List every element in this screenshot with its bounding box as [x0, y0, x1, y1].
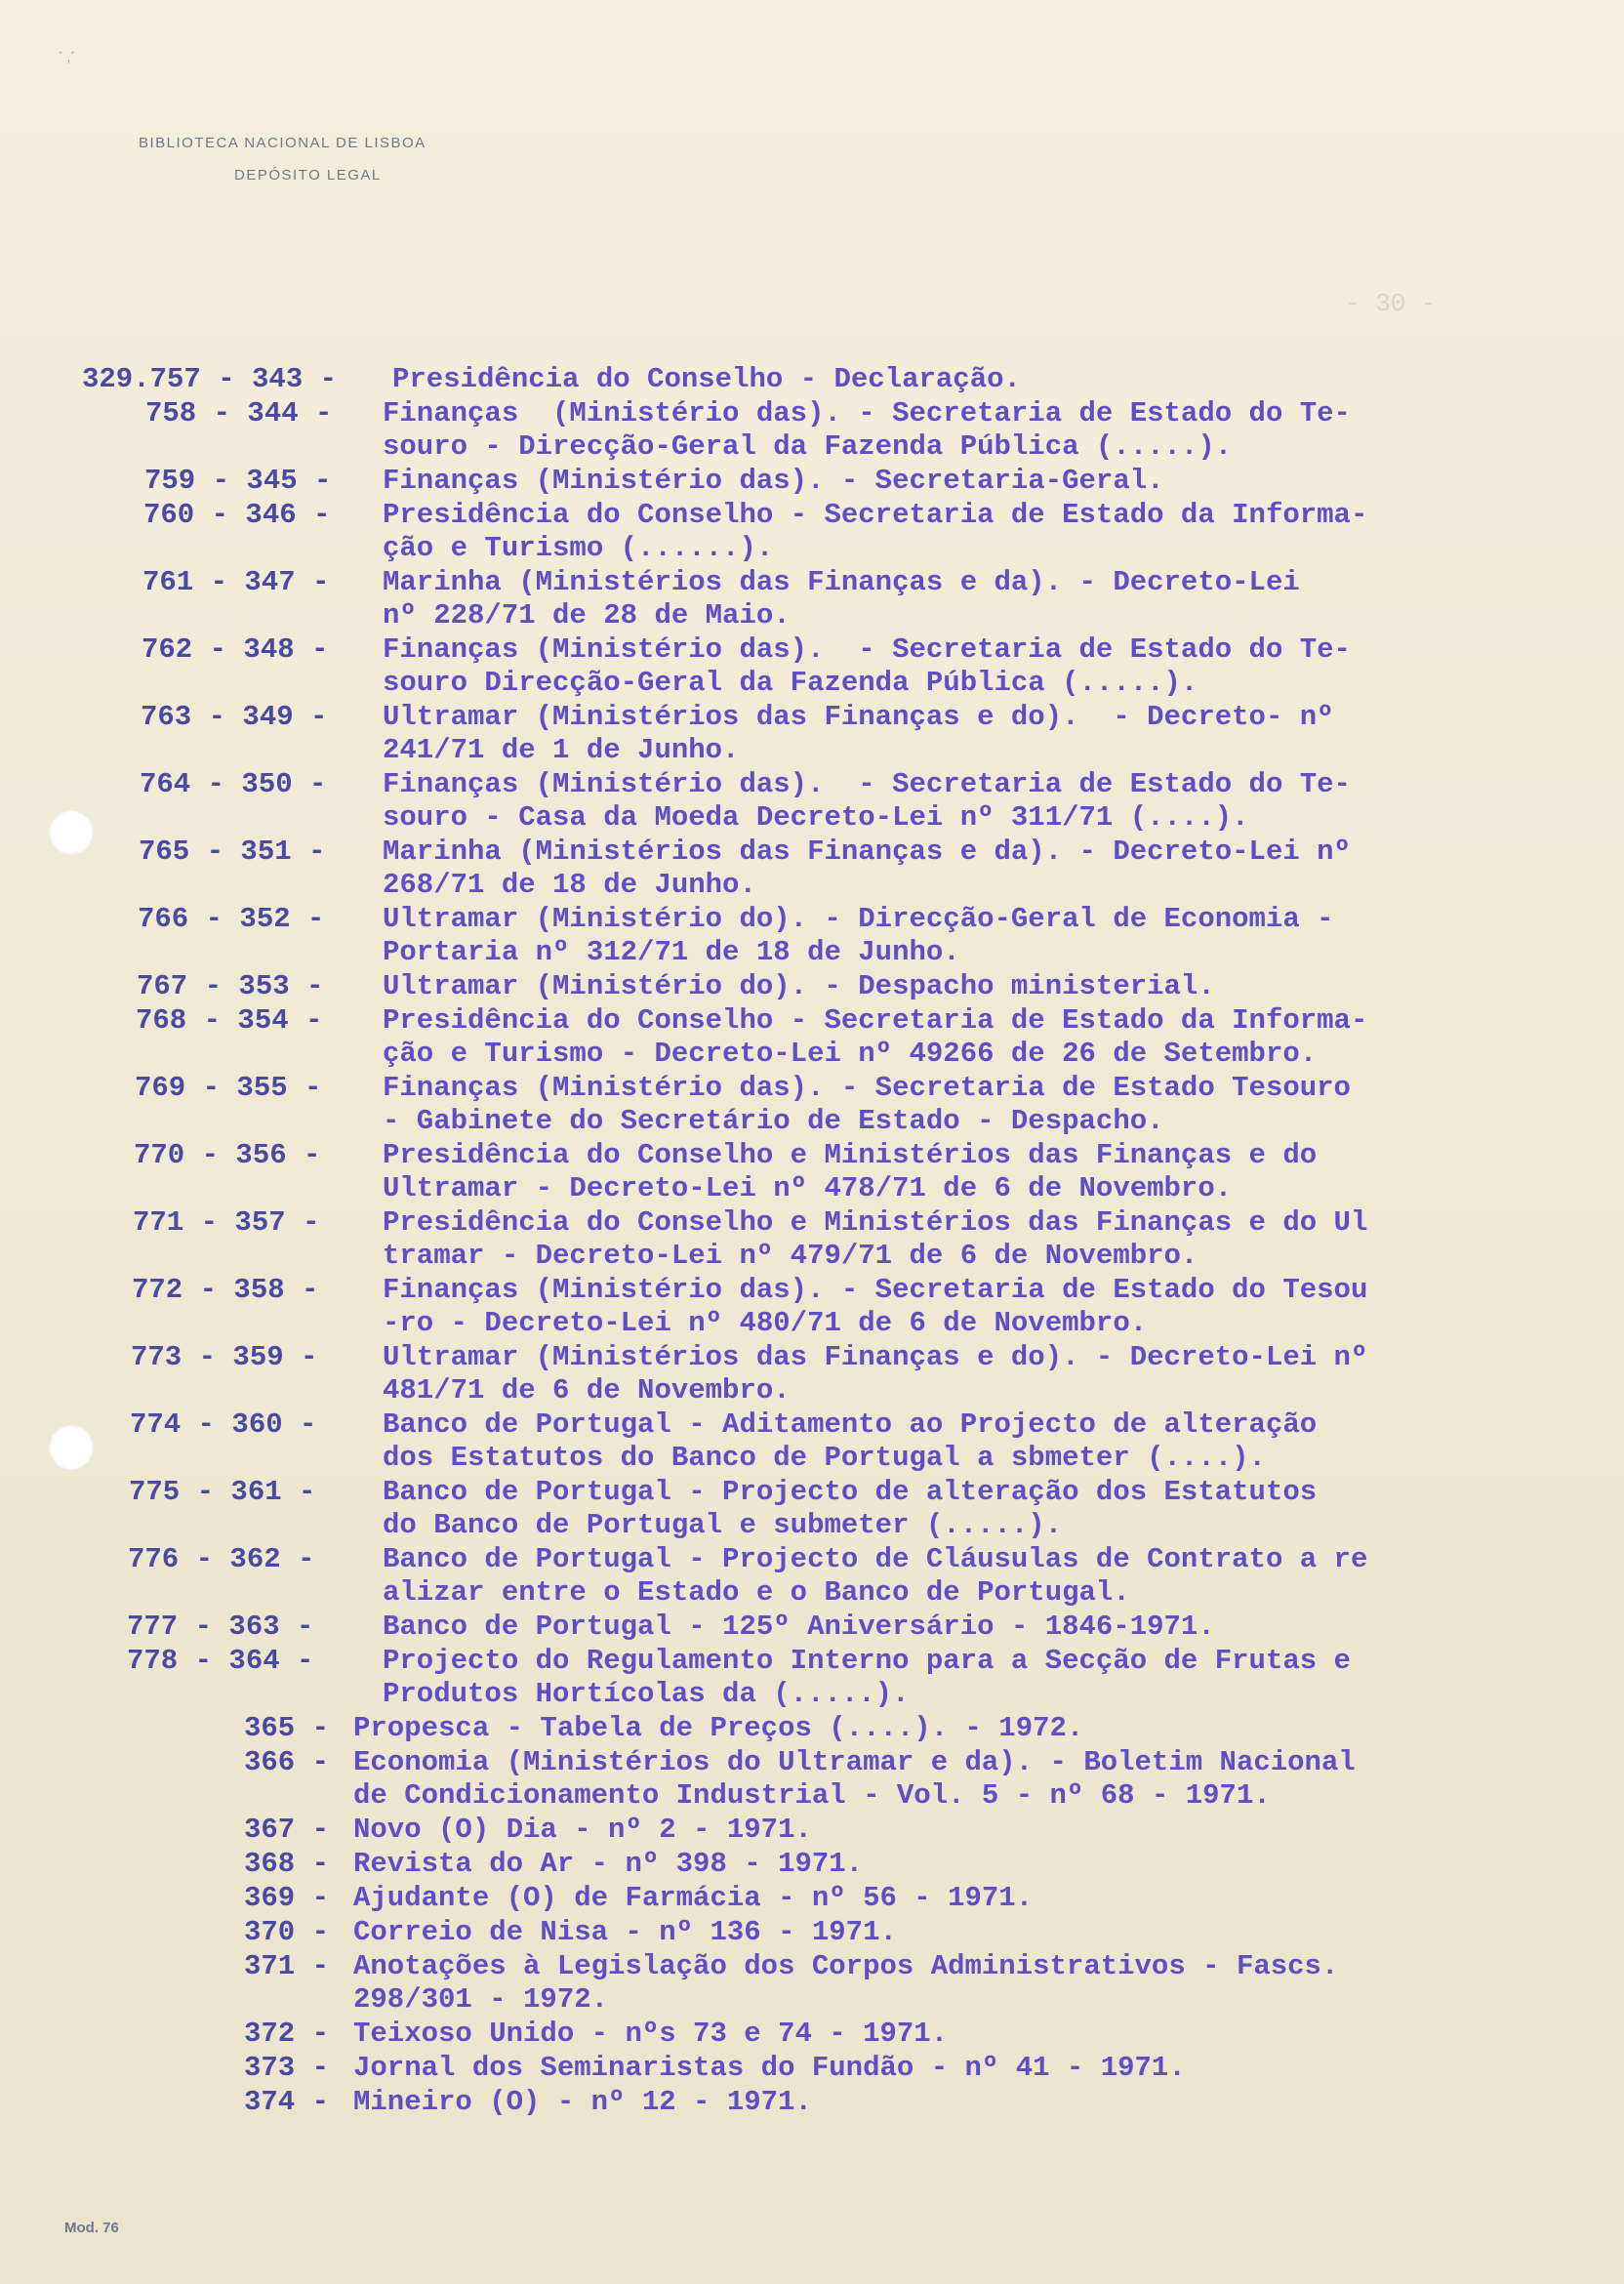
entry-text-line: 268/71 de 18 de Junho. [383, 869, 756, 901]
sub-entry [0, 1814, 1624, 1847]
entry-number: 760 - 346 - [143, 499, 331, 531]
entry-text-line: Produtos Hortícolas da (.....). [383, 1678, 910, 1710]
deposit-entry-list [0, 363, 1624, 2119]
entry-text-line: Ajudante (O) de Farmácia - nº 56 - 1971. [353, 1882, 1034, 1914]
sub-entry [0, 2018, 1624, 2051]
entry-text-line: souro - Casa da Moeda Decreto-Lei nº 311/71 (....). [383, 801, 1249, 834]
entry-number: 762 - 348 - [142, 633, 329, 666]
entry-number: 367 - [244, 1814, 330, 1846]
entry-text-line: Presidência do Conselho - Secretaria de Estado da Informa- [383, 1004, 1368, 1037]
entry [0, 1476, 1624, 1542]
entry-text-line: Portaria nº 312/71 de 18 de Junho. [383, 936, 960, 968]
entry-text-line: Teixoso Unido - nºs 73 e 74 - 1971. [353, 2018, 949, 2050]
entry-text-line: 481/71 de 6 de Novembro. [383, 1374, 791, 1407]
entry-number: 777 - 363 - [127, 1611, 314, 1643]
entry-number: 365 - [244, 1712, 330, 1744]
entry-text-line: Economia (Ministérios do Ultramar e da). - Boletim Nacional [353, 1746, 1356, 1778]
entry-text-line: Ultramar (Ministério do). - Direcção-Geral de Economia - [383, 903, 1334, 935]
entry [0, 465, 1624, 498]
entry [0, 701, 1624, 767]
entry-number: 763 - 349 - [141, 701, 328, 733]
entry [0, 1206, 1624, 1273]
entry-text-line: Ultramar (Ministérios das Finanças e do). - Decreto- nº [383, 701, 1334, 733]
entry-number: 770 - 356 - [134, 1139, 321, 1171]
entry-number: 775 - 361 - [129, 1476, 316, 1508]
entry-text-line: Ultramar - Decreto-Lei nº 478/71 de 6 de Novembro. [383, 1172, 1233, 1204]
entry-number: 766 - 352 - [138, 903, 325, 935]
entry-number: 773 - 359 - [131, 1341, 318, 1373]
entry [0, 1543, 1624, 1610]
entry-text-line: Finanças (Ministério das). - Secretaria de Estado do Tesou [383, 1274, 1368, 1306]
entry [0, 1274, 1624, 1340]
entry-number: 767 - 353 - [137, 970, 324, 1002]
entry [0, 768, 1624, 835]
sub-entry [0, 1950, 1624, 2017]
entry-number: 761 - 347 - [142, 566, 330, 598]
entry-text-line: 241/71 de 1 de Junho. [383, 734, 740, 766]
entry-number: 776 - 362 - [128, 1543, 315, 1575]
sub-entry [0, 1848, 1624, 1881]
entry-number: 772 - 358 - [132, 1274, 319, 1306]
entry [0, 633, 1624, 700]
sub-entry [0, 2052, 1624, 2085]
entry-text-line: Finanças (Ministério das). - Secretaria de Estado do Te- [383, 397, 1351, 429]
entry [0, 903, 1624, 969]
sub-entry [0, 2086, 1624, 2119]
entry-text-line: alizar entre o Estado e o Banco de Portugal. [383, 1576, 1130, 1609]
entry-text-line: Finanças (Ministério das). - Secretaria de Estado Tesouro [383, 1072, 1351, 1104]
library-name: BIBLIOTECA NACIONAL DE LISBOA [139, 135, 426, 151]
entry-text-line: Finanças (Ministério das). - Secretaria de Estado do Te- [383, 768, 1351, 800]
entry-number: 373 - [244, 2052, 330, 2084]
entry-text-line: nº 228/71 de 28 de Maio. [383, 599, 791, 632]
entry [0, 1004, 1624, 1071]
entry-number: 370 - [244, 1916, 330, 1948]
entry-text-line: Banco de Portugal - Projecto de Cláusulas de Contrato a re [383, 1543, 1368, 1575]
entry [0, 1408, 1624, 1475]
entry-text-line: Ultramar (Ministérios das Finanças e do). - Decreto-Lei nº [383, 1341, 1368, 1373]
entry-text-line: Finanças (Ministério das). - Secretaria de Estado do Te- [383, 633, 1351, 666]
entry [0, 1341, 1624, 1407]
entry-number: 368 - [244, 1848, 330, 1880]
entry-text-line: Novo (O) Dia - nº 2 - 1971. [353, 1814, 812, 1846]
entry-text-line: Presidência do Conselho - Secretaria de Estado da Informa- [383, 499, 1368, 531]
sub-entry [0, 1882, 1624, 1915]
entry-text-line: Banco de Portugal - Projecto de alteração dos Estatutos [383, 1476, 1318, 1508]
entry-text-line: - Gabinete do Secretário de Estado - Despacho. [383, 1105, 1164, 1137]
entry-number: 771 - 357 - [133, 1206, 320, 1239]
entry-text-line: Finanças (Ministério das). - Secretaria-Geral. [383, 465, 1164, 497]
entry-text-line: Correio de Nisa - nº 136 - 1971. [353, 1916, 897, 1948]
entry [0, 1072, 1624, 1138]
entry [0, 1645, 1624, 1711]
entry-number: 329.757 - 343 - [82, 363, 338, 395]
entry-number: 374 - [244, 2086, 330, 2118]
entry-text-line: Marinha (Ministérios das Finanças e da). - Decreto-Lei [383, 566, 1300, 598]
stamp-header [139, 135, 426, 184]
entry-text-line: Banco de Portugal - 125º Aniversário - 1846-1971. [383, 1611, 1215, 1643]
entry-text-line: Presidência do Conselho e Ministérios das Finanças e do [383, 1139, 1318, 1171]
entry-text-line: tramar - Decreto-Lei nº 479/71 de 6 de Novembro. [383, 1240, 1198, 1272]
entry-number: 758 - 344 - [145, 397, 333, 429]
entry-number: 768 - 354 - [136, 1004, 323, 1037]
sub-entry [0, 1712, 1624, 1745]
entry-text-line: souro - Direcção-Geral da Fazenda Pública (.....). [383, 430, 1233, 463]
paper-specks: ´ ,´ [59, 49, 76, 64]
entry-text-line: Ultramar (Ministério do). - Despacho ministerial. [383, 970, 1215, 1002]
deposit-label: DEPÓSITO LEGAL [234, 167, 382, 184]
sub-entry [0, 1746, 1624, 1813]
entry-number: 371 - [244, 1950, 330, 1982]
entry-text-line: do Banco de Portugal e submeter (.....). [383, 1509, 1063, 1541]
entry-text-line: Mineiro (O) - nº 12 - 1971. [353, 2086, 812, 2118]
entry [0, 836, 1624, 902]
entry-number: 778 - 364 - [127, 1645, 314, 1677]
sub-entry [0, 1916, 1624, 1949]
entry-text-line: Revista do Ar - nº 398 - 1971. [353, 1848, 864, 1880]
entry [0, 1139, 1624, 1205]
entry-text-line: ção e Turismo (......). [383, 532, 774, 564]
entry-text-line: Projecto do Regulamento Interno para a Secção de Frutas e [383, 1645, 1351, 1677]
entry-number: 769 - 355 - [135, 1072, 322, 1104]
entry-text-line: ção e Turismo - Decreto-Lei nº 49266 de 26 de Setembro. [383, 1038, 1318, 1070]
entry-text-line: de Condicionamento Industrial - Vol. 5 - nº 68 - 1971. [353, 1779, 1271, 1812]
entry-text-line: Banco de Portugal - Aditamento ao Projecto de alteração [383, 1408, 1318, 1441]
entry [0, 499, 1624, 565]
entry-text-line: Propesca - Tabela de Preços (....). - 1972. [353, 1712, 1084, 1744]
entry [0, 397, 1624, 464]
entry-number: 372 - [244, 2018, 330, 2050]
entry [0, 566, 1624, 632]
entry-number: 765 - 351 - [139, 836, 326, 868]
entry-text-line: 298/301 - 1972. [353, 1983, 609, 2016]
entry-number: 774 - 360 - [130, 1408, 317, 1441]
entry [0, 363, 1624, 396]
entry-text-line: Jornal dos Seminaristas do Fundão - nº 41 - 1971. [353, 2052, 1186, 2084]
entry-text-line: dos Estatutos do Banco de Portugal a sbmeter (....). [383, 1442, 1266, 1474]
entry [0, 1611, 1624, 1644]
entry-number: 369 - [244, 1882, 330, 1914]
entry-text-line: Presidência do Conselho - Declaração. [392, 363, 1021, 395]
entry-text-line: Marinha (Ministérios das Finanças e da). - Decreto-Lei nº [383, 836, 1351, 868]
entry-text-line: Anotações à Legislação dos Corpos Administrativos - Fascs. [353, 1950, 1339, 1982]
entry-number: 764 - 350 - [140, 768, 327, 800]
entry-text-line: souro Direcção-Geral da Fazenda Pública (.....). [383, 667, 1198, 699]
entry-text-line: Presidência do Conselho e Ministérios das Finanças e do Ul [383, 1206, 1368, 1239]
entry-number: 366 - [244, 1746, 330, 1778]
page-number: - 30 - [1345, 289, 1437, 318]
entry-text-line: -ro - Decreto-Lei nº 480/71 de 6 de Novembro. [383, 1307, 1148, 1339]
entry [0, 970, 1624, 1003]
entry-number: 759 - 345 - [144, 465, 332, 497]
form-model-label: Mod. 76 [64, 2220, 119, 2236]
